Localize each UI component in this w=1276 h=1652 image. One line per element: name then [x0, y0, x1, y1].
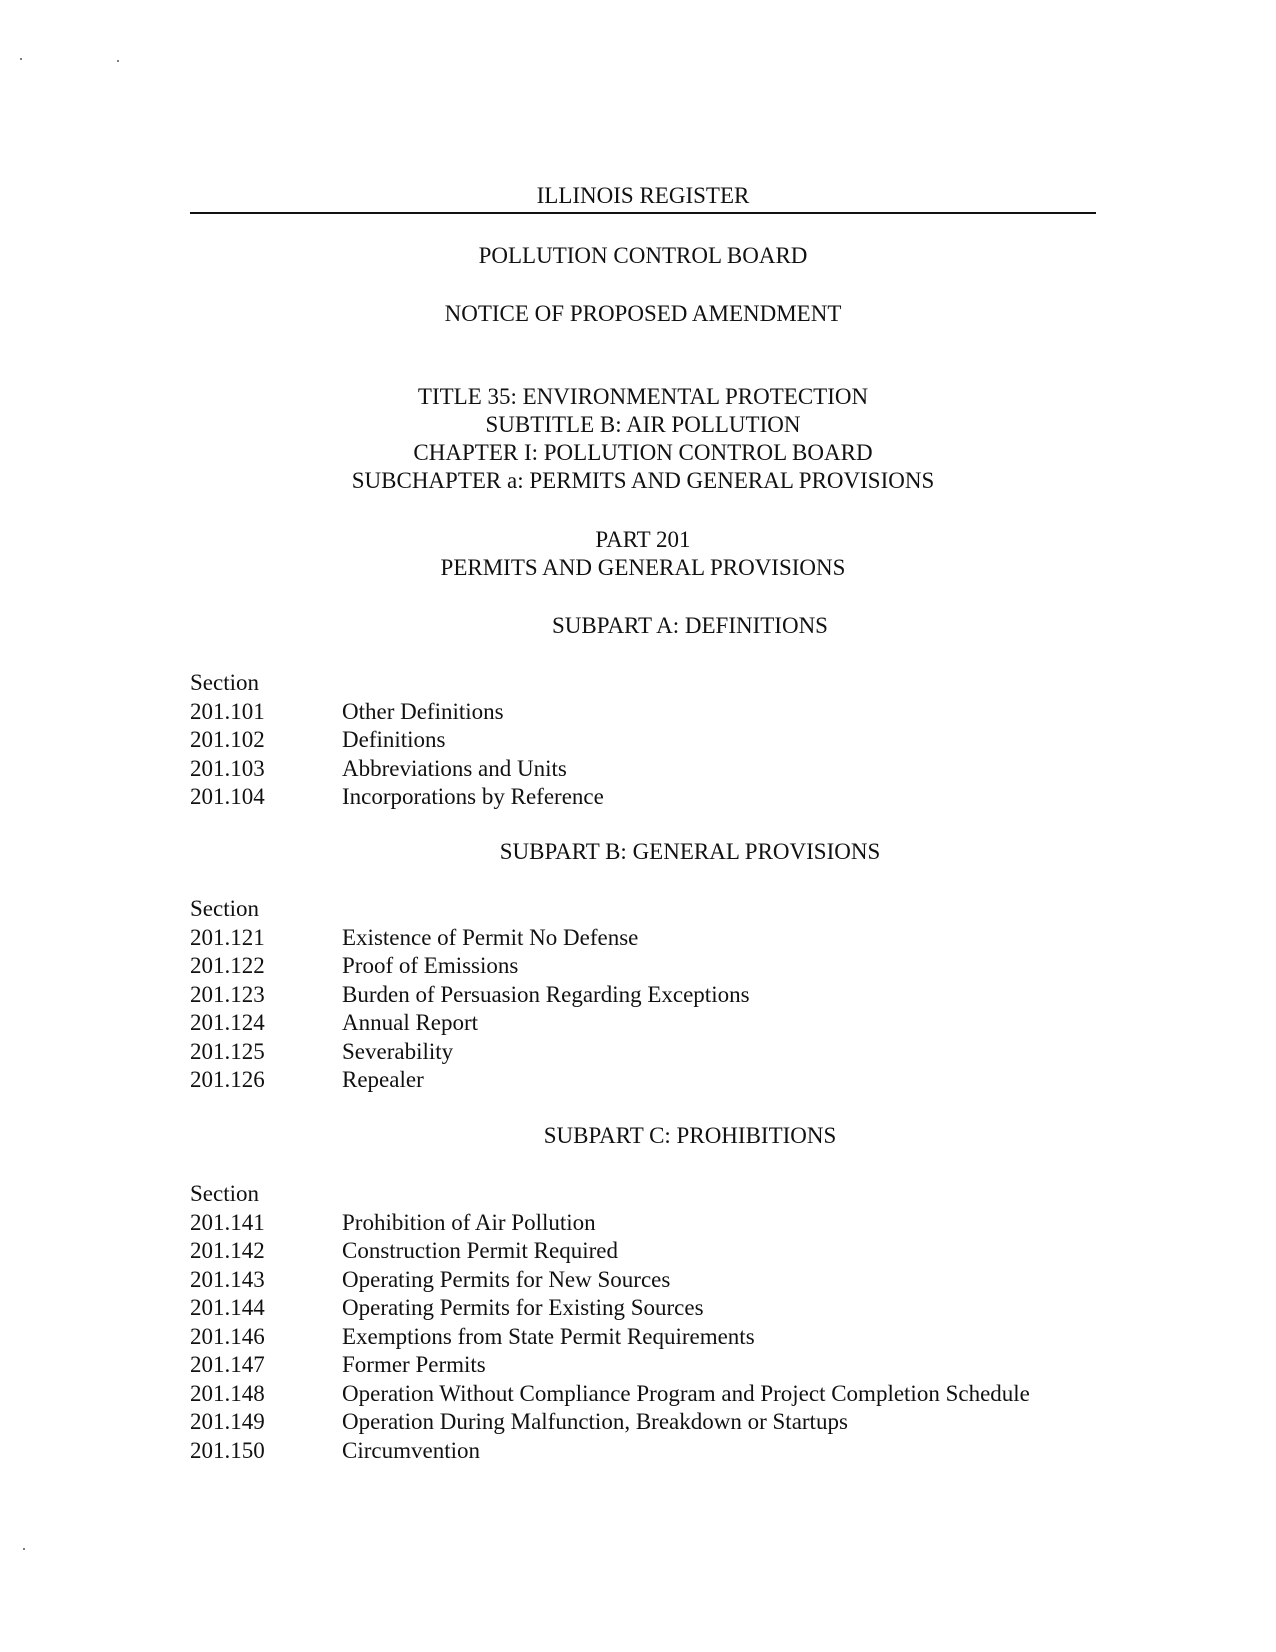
title-block	[190, 383, 1096, 495]
register-header: ILLINOIS REGISTER	[190, 182, 1096, 214]
subpart-heading: SUBPART B: GENERAL PROVISIONS	[499, 839, 881, 864]
section-column-label: Section	[190, 896, 259, 921]
title-line: TITLE 35: ENVIRONMENTAL PROTECTION	[417, 384, 869, 409]
section-title: Other Definitions	[342, 698, 504, 724]
section-title: Proof of Emissions	[342, 953, 519, 978]
section-title: Severability	[342, 1038, 454, 1064]
section-number: 201.150	[190, 1437, 265, 1463]
section-title: Operating Permits for New Sources	[342, 1266, 671, 1292]
part-name: PERMITS AND GENERAL PROVISIONS	[440, 555, 846, 580]
section-title: Construction Permit Required	[342, 1238, 618, 1263]
scan-speck	[23, 1548, 25, 1550]
section-entry	[190, 698, 1190, 727]
section-number: 201.101	[190, 698, 265, 724]
section-entry	[190, 755, 1190, 784]
section-number: 201.147	[190, 1352, 265, 1377]
section-entry	[190, 726, 1190, 755]
section-number: 201.125	[190, 1038, 265, 1064]
section-entry	[190, 1323, 1190, 1352]
section-title: Burden of Persuasion Regarding Exceptions	[342, 981, 750, 1007]
part-block	[190, 526, 1096, 582]
section-entry	[190, 1266, 1190, 1295]
section-entry	[190, 1038, 1190, 1067]
scan-speck	[117, 60, 119, 62]
agency-heading: POLLUTION CONTROL BOARD	[478, 243, 808, 268]
subpart-heading: SUBPART A: DEFINITIONS	[552, 613, 828, 638]
subchapter-line: SUBCHAPTER a: PERMITS AND GENERAL PROVISIONS	[351, 468, 935, 493]
section-entry	[190, 1066, 1190, 1095]
section-number: 201.146	[190, 1323, 265, 1349]
section-title: Former Permits	[342, 1352, 486, 1377]
section-title: Prohibition of Air Pollution	[342, 1209, 596, 1235]
part-number: PART 201	[595, 527, 691, 552]
section-entry	[190, 981, 1190, 1010]
section-entry	[190, 1408, 1190, 1437]
section-entry	[190, 1380, 1190, 1409]
section-entry	[190, 1294, 1190, 1323]
section-title: Existence of Permit No Defense	[342, 924, 639, 950]
section-number: 201.148	[190, 1380, 265, 1406]
section-number: 201.121	[190, 924, 265, 950]
section-number: 201.149	[190, 1409, 265, 1434]
section-title: Operation During Malfunction, Breakdown or Startups	[342, 1409, 848, 1434]
chapter-line: CHAPTER I: POLLUTION CONTROL BOARD	[413, 440, 873, 465]
section-entry	[190, 1237, 1190, 1266]
section-entry	[190, 1009, 1190, 1038]
section-number: 201.144	[190, 1295, 265, 1320]
section-list	[190, 895, 1190, 1095]
section-column-label: Section	[190, 1181, 259, 1206]
section-list	[190, 1180, 1190, 1465]
subpart-heading: SUBPART C: PROHIBITIONS	[543, 1123, 837, 1148]
section-entry	[190, 1351, 1190, 1380]
section-column-label: Section	[190, 670, 259, 695]
subtitle-line: SUBTITLE B: AIR POLLUTION	[485, 412, 801, 437]
section-entry	[190, 924, 1190, 953]
section-number: 201.126	[190, 1067, 265, 1092]
section-entry	[190, 1437, 1190, 1466]
section-title: Incorporations by Reference	[342, 784, 604, 809]
scan-speck	[20, 58, 22, 60]
section-title: Definitions	[342, 727, 446, 752]
section-title: Abbreviations and Units	[342, 755, 567, 781]
section-title: Exemptions from State Permit Requirements	[342, 1323, 755, 1349]
section-number: 201.124	[190, 1010, 265, 1035]
section-number: 201.141	[190, 1209, 265, 1235]
section-title: Operation Without Compliance Program and Project Completion Schedule	[342, 1380, 1030, 1406]
section-title: Circumvention	[342, 1437, 480, 1463]
section-entry	[190, 1209, 1190, 1238]
section-title: Annual Report	[342, 1010, 479, 1035]
section-number: 201.102	[190, 727, 265, 752]
section-entry	[190, 952, 1190, 981]
section-number: 201.122	[190, 953, 265, 978]
section-number: 201.104	[190, 784, 265, 809]
section-title: Operating Permits for Existing Sources	[342, 1295, 704, 1320]
section-number: 201.123	[190, 981, 265, 1007]
section-number: 201.103	[190, 755, 265, 781]
section-list	[190, 669, 1190, 812]
section-number: 201.143	[190, 1266, 265, 1292]
section-entry	[190, 783, 1190, 812]
section-title: Repealer	[342, 1067, 424, 1092]
section-number: 201.142	[190, 1238, 265, 1263]
notice-heading: NOTICE OF PROPOSED AMENDMENT	[444, 301, 842, 326]
